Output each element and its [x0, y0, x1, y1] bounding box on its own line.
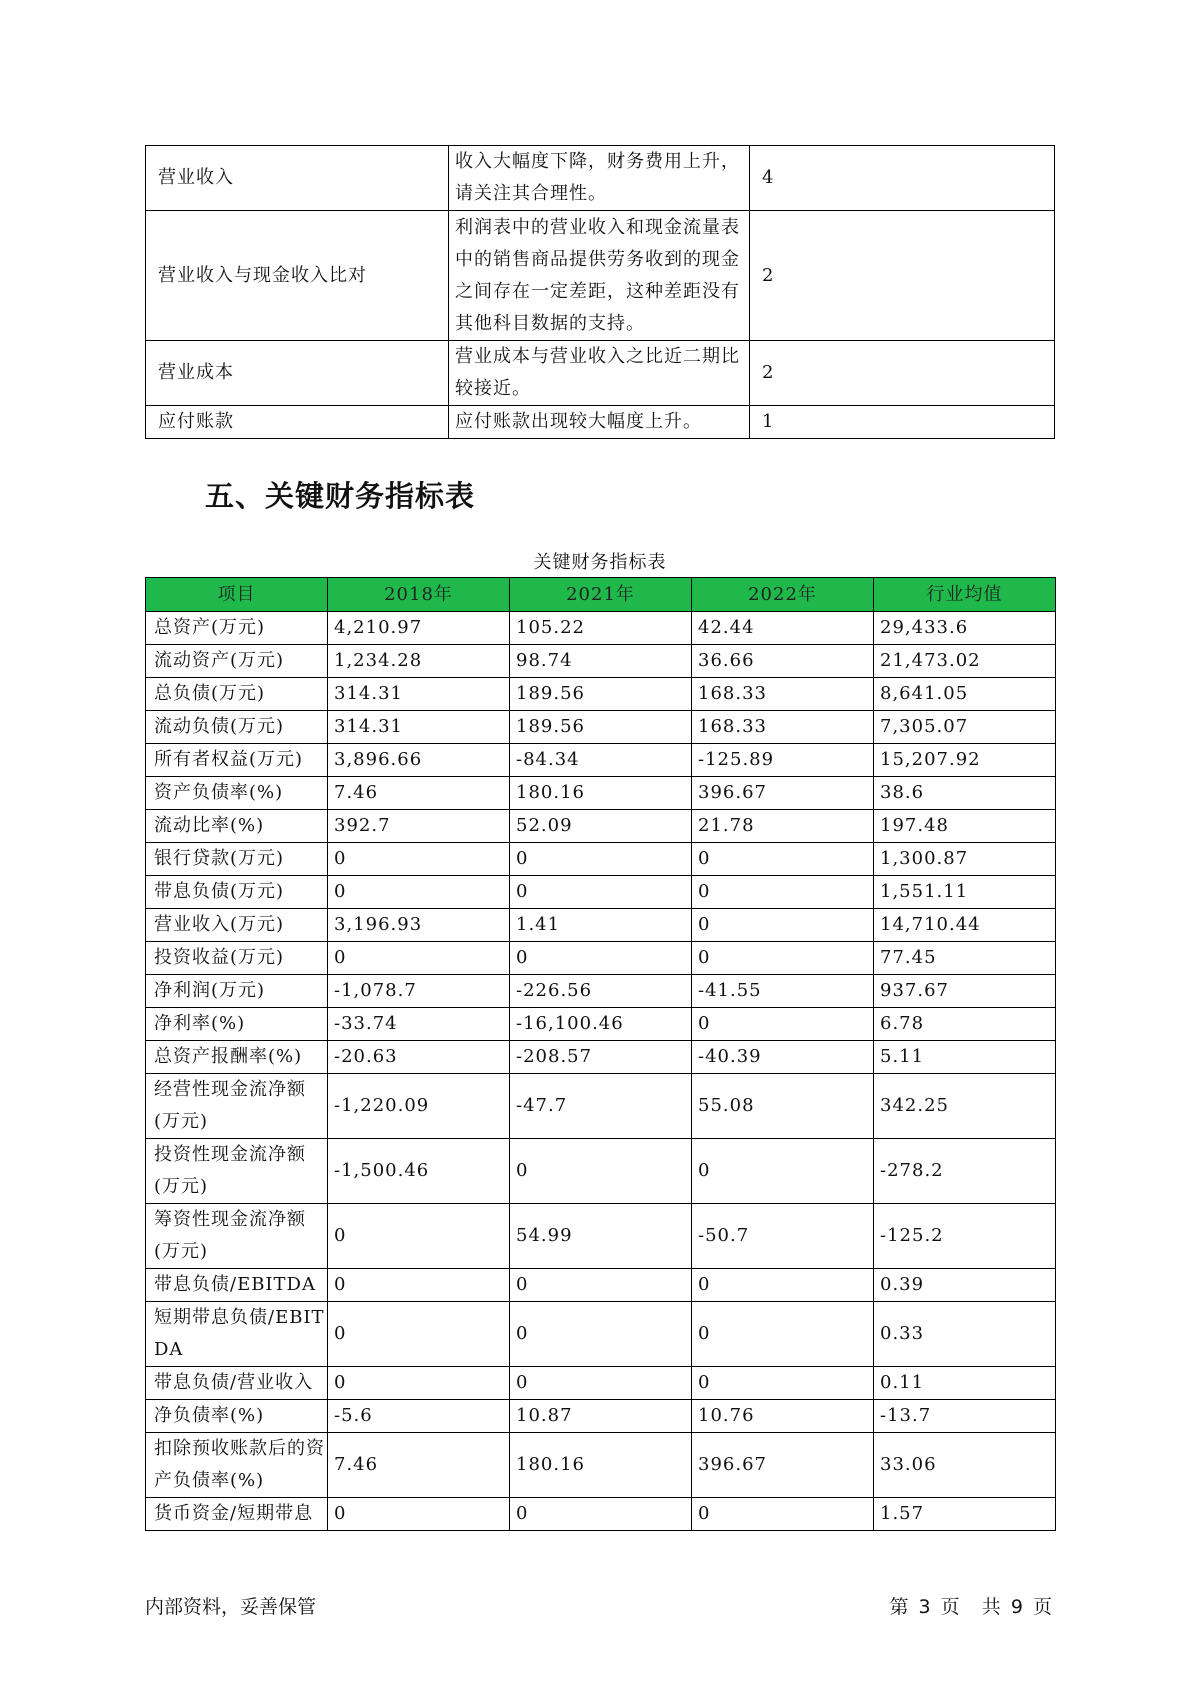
kpi-2021: 0 — [510, 876, 692, 909]
kpi-2018: 3,196.93 — [328, 909, 510, 942]
kpi-industry-avg: 33.06 — [874, 1433, 1056, 1498]
kpi-2021: 0 — [510, 1269, 692, 1302]
kpi-industry-avg: 0.33 — [874, 1302, 1056, 1367]
kpi-item: 总负债(万元) — [146, 678, 328, 711]
kpi-2021: 0 — [510, 1139, 692, 1204]
table-row — [146, 645, 1056, 678]
kpi-industry-avg: 342.25 — [874, 1074, 1056, 1139]
kpi-2022: -40.39 — [692, 1041, 874, 1074]
kpi-item: 流动资产(万元) — [146, 645, 328, 678]
kpi-item: 投资性现金流净额(万元) — [146, 1139, 328, 1204]
analysis-description: 收入大幅度下降，财务费用上升，请关注其合理性。 — [449, 146, 750, 211]
kpi-2021: 189.56 — [510, 678, 692, 711]
kpi-2022: 0 — [692, 1008, 874, 1041]
kpi-2022: 0 — [692, 1367, 874, 1400]
table-row — [146, 843, 1056, 876]
table-row — [146, 1139, 1056, 1204]
kpi-2018: 0 — [328, 1204, 510, 1269]
kpi-2018: 0 — [328, 1367, 510, 1400]
header-2018: 2018年 — [328, 578, 510, 612]
analysis-item: 营业成本 — [146, 341, 449, 406]
analysis-score: 4 — [750, 146, 1055, 211]
analysis-score: 1 — [750, 406, 1055, 439]
section-heading: 五、关键财务指标表 — [205, 479, 476, 513]
table-row — [146, 1302, 1056, 1367]
kpi-2022: 168.33 — [692, 678, 874, 711]
table-row — [146, 1204, 1056, 1269]
kpi-item: 流动比率(%) — [146, 810, 328, 843]
page-prefix: 第 — [889, 1596, 909, 1618]
kpi-2022: 0 — [692, 876, 874, 909]
kpi-2022: 168.33 — [692, 711, 874, 744]
kpi-2021: -84.34 — [510, 744, 692, 777]
table-row — [146, 678, 1056, 711]
table-row — [146, 1367, 1056, 1400]
kpi-2021: 0 — [510, 942, 692, 975]
footer-confidential: 内部资料，妥善保管 — [145, 1596, 317, 1618]
table-row — [146, 1269, 1056, 1302]
kpi-2021: 0 — [510, 843, 692, 876]
kpi-2022: 0 — [692, 1302, 874, 1367]
kpi-item: 带息负债(万元) — [146, 876, 328, 909]
kpi-2018: -33.74 — [328, 1008, 510, 1041]
kpi-item: 投资收益(万元) — [146, 942, 328, 975]
kpi-2022: 396.67 — [692, 1433, 874, 1498]
kpi-item: 银行贷款(万元) — [146, 843, 328, 876]
kpi-2022: 55.08 — [692, 1074, 874, 1139]
table-row — [146, 146, 1055, 211]
page-current: 3 — [918, 1596, 931, 1618]
kpi-item: 短期带息负债/EBITDA — [146, 1302, 328, 1367]
kpi-industry-avg: 7,305.07 — [874, 711, 1056, 744]
kpi-2018: -20.63 — [328, 1041, 510, 1074]
kpi-item: 带息负债/EBITDA — [146, 1269, 328, 1302]
kpi-2022: -41.55 — [692, 975, 874, 1008]
kpi-2021: 0 — [510, 1498, 692, 1531]
kpi-2022: 0 — [692, 909, 874, 942]
table-row — [146, 1008, 1056, 1041]
kpi-2022: 21.78 — [692, 810, 874, 843]
kpi-header-row — [146, 578, 1056, 612]
footer-page-number — [887, 1592, 1054, 1619]
kpi-2018: 1,234.28 — [328, 645, 510, 678]
kpi-item: 总资产(万元) — [146, 612, 328, 645]
kpi-item: 营业收入(万元) — [146, 909, 328, 942]
kpi-industry-avg: 1,551.11 — [874, 876, 1056, 909]
table-row — [146, 942, 1056, 975]
analysis-item: 营业收入与现金收入比对 — [146, 211, 449, 341]
kpi-industry-avg: 1.57 — [874, 1498, 1056, 1531]
table-row — [146, 1433, 1056, 1498]
table-row — [146, 909, 1056, 942]
kpi-2021: 98.74 — [510, 645, 692, 678]
kpi-2018: -1,220.09 — [328, 1074, 510, 1139]
kpi-2018: 314.31 — [328, 678, 510, 711]
kpi-2018: -5.6 — [328, 1400, 510, 1433]
kpi-2022: 42.44 — [692, 612, 874, 645]
kpi-2021: 189.56 — [510, 711, 692, 744]
analysis-score: 2 — [750, 211, 1055, 341]
page-total: 9 — [1010, 1596, 1023, 1618]
kpi-2022: 0 — [692, 843, 874, 876]
kpi-item: 所有者权益(万元) — [146, 744, 328, 777]
kpi-2022: 0 — [692, 942, 874, 975]
kpi-industry-avg: -278.2 — [874, 1139, 1056, 1204]
kpi-2021: -208.57 — [510, 1041, 692, 1074]
kpi-industry-avg: 0.11 — [874, 1367, 1056, 1400]
kpi-2018: 0 — [328, 942, 510, 975]
kpi-2018: 7.46 — [328, 1433, 510, 1498]
header-2021: 2021年 — [510, 578, 692, 612]
analysis-score: 2 — [750, 341, 1055, 406]
kpi-industry-avg: -125.2 — [874, 1204, 1056, 1269]
header-2022: 2022年 — [692, 578, 874, 612]
kpi-2022: -50.7 — [692, 1204, 874, 1269]
table-row — [146, 612, 1056, 645]
kpi-2021: 0 — [510, 1302, 692, 1367]
kpi-industry-avg: -13.7 — [874, 1400, 1056, 1433]
header-item: 项目 — [146, 578, 328, 612]
kpi-2022: 0 — [692, 1139, 874, 1204]
kpi-industry-avg: 38.6 — [874, 777, 1056, 810]
kpi-industry-avg: 8,641.05 — [874, 678, 1056, 711]
kpi-2018: 0 — [328, 843, 510, 876]
kpi-2018: 0 — [328, 1498, 510, 1531]
kpi-2022: 10.76 — [692, 1400, 874, 1433]
kpi-body — [146, 612, 1056, 1531]
table-row — [146, 1074, 1056, 1139]
kpi-2021: 180.16 — [510, 1433, 692, 1498]
kpi-2022: 396.67 — [692, 777, 874, 810]
table-row — [146, 810, 1056, 843]
analysis-item: 营业收入 — [146, 146, 449, 211]
kpi-2021: 0 — [510, 1367, 692, 1400]
kpi-2018: 0 — [328, 1269, 510, 1302]
kpi-item: 资产负债率(%) — [146, 777, 328, 810]
kpi-2018: 314.31 — [328, 711, 510, 744]
kpi-2021: 54.99 — [510, 1204, 692, 1269]
kpi-2018: 0 — [328, 1302, 510, 1367]
table-row — [146, 777, 1056, 810]
table-row — [146, 711, 1056, 744]
kpi-industry-avg: 15,207.92 — [874, 744, 1056, 777]
kpi-industry-avg: 0.39 — [874, 1269, 1056, 1302]
analysis-item: 应付账款 — [146, 406, 449, 439]
kpi-item: 净负债率(%) — [146, 1400, 328, 1433]
analysis-description: 利润表中的营业收入和现金流量表中的销售商品提供劳务收到的现金之间存在一定差距，这种差距没有其他科目数据的支持。 — [449, 211, 750, 341]
kpi-industry-avg: 77.45 — [874, 942, 1056, 975]
table-row — [146, 211, 1055, 341]
kpi-2018: 7.46 — [328, 777, 510, 810]
kpi-table — [145, 577, 1056, 1531]
table-row — [146, 975, 1056, 1008]
kpi-item: 货币资金/短期带息 — [146, 1498, 328, 1531]
analysis-table — [145, 145, 1055, 439]
table-row — [146, 406, 1055, 439]
kpi-2018: -1,500.46 — [328, 1139, 510, 1204]
table-caption: 关键财务指标表 — [533, 552, 667, 573]
kpi-2018: -1,078.7 — [328, 975, 510, 1008]
total-prefix: 共 — [981, 1596, 1001, 1618]
kpi-item: 净利润(万元) — [146, 975, 328, 1008]
kpi-2021: -47.7 — [510, 1074, 692, 1139]
kpi-industry-avg: 1,300.87 — [874, 843, 1056, 876]
kpi-2022: 36.66 — [692, 645, 874, 678]
kpi-2021: 180.16 — [510, 777, 692, 810]
kpi-2021: -226.56 — [510, 975, 692, 1008]
kpi-industry-avg: 14,710.44 — [874, 909, 1056, 942]
kpi-2018: 392.7 — [328, 810, 510, 843]
table-row — [146, 744, 1056, 777]
kpi-item: 筹资性现金流净额(万元) — [146, 1204, 328, 1269]
header-industry-avg: 行业均值 — [874, 578, 1056, 612]
kpi-item: 总资产报酬率(%) — [146, 1041, 328, 1074]
table-row — [146, 876, 1056, 909]
table-row — [146, 1498, 1056, 1531]
kpi-industry-avg: 937.67 — [874, 975, 1056, 1008]
table-row — [146, 341, 1055, 406]
kpi-item: 流动负债(万元) — [146, 711, 328, 744]
kpi-industry-avg: 21,473.02 — [874, 645, 1056, 678]
kpi-2021: 105.22 — [510, 612, 692, 645]
page-unit: 页 — [940, 1596, 960, 1618]
total-unit: 页 — [1032, 1596, 1052, 1618]
kpi-2018: 3,896.66 — [328, 744, 510, 777]
table-row — [146, 1400, 1056, 1433]
kpi-item: 带息负债/营业收入 — [146, 1367, 328, 1400]
kpi-2021: 1.41 — [510, 909, 692, 942]
kpi-industry-avg: 5.11 — [874, 1041, 1056, 1074]
kpi-industry-avg: 197.48 — [874, 810, 1056, 843]
kpi-2021: 10.87 — [510, 1400, 692, 1433]
kpi-2018: 4,210.97 — [328, 612, 510, 645]
analysis-description: 应付账款出现较大幅度上升。 — [449, 406, 750, 439]
kpi-2018: 0 — [328, 876, 510, 909]
kpi-2022: 0 — [692, 1498, 874, 1531]
kpi-2021: -16,100.46 — [510, 1008, 692, 1041]
kpi-industry-avg: 6.78 — [874, 1008, 1056, 1041]
kpi-industry-avg: 29,433.6 — [874, 612, 1056, 645]
table-row — [146, 1041, 1056, 1074]
kpi-item: 扣除预收账款后的资产负债率(%) — [146, 1433, 328, 1498]
kpi-2022: -125.89 — [692, 744, 874, 777]
kpi-item: 经营性现金流净额(万元) — [146, 1074, 328, 1139]
kpi-2022: 0 — [692, 1269, 874, 1302]
kpi-2021: 52.09 — [510, 810, 692, 843]
kpi-item: 净利率(%) — [146, 1008, 328, 1041]
analysis-description: 营业成本与营业收入之比近二期比较接近。 — [449, 341, 750, 406]
